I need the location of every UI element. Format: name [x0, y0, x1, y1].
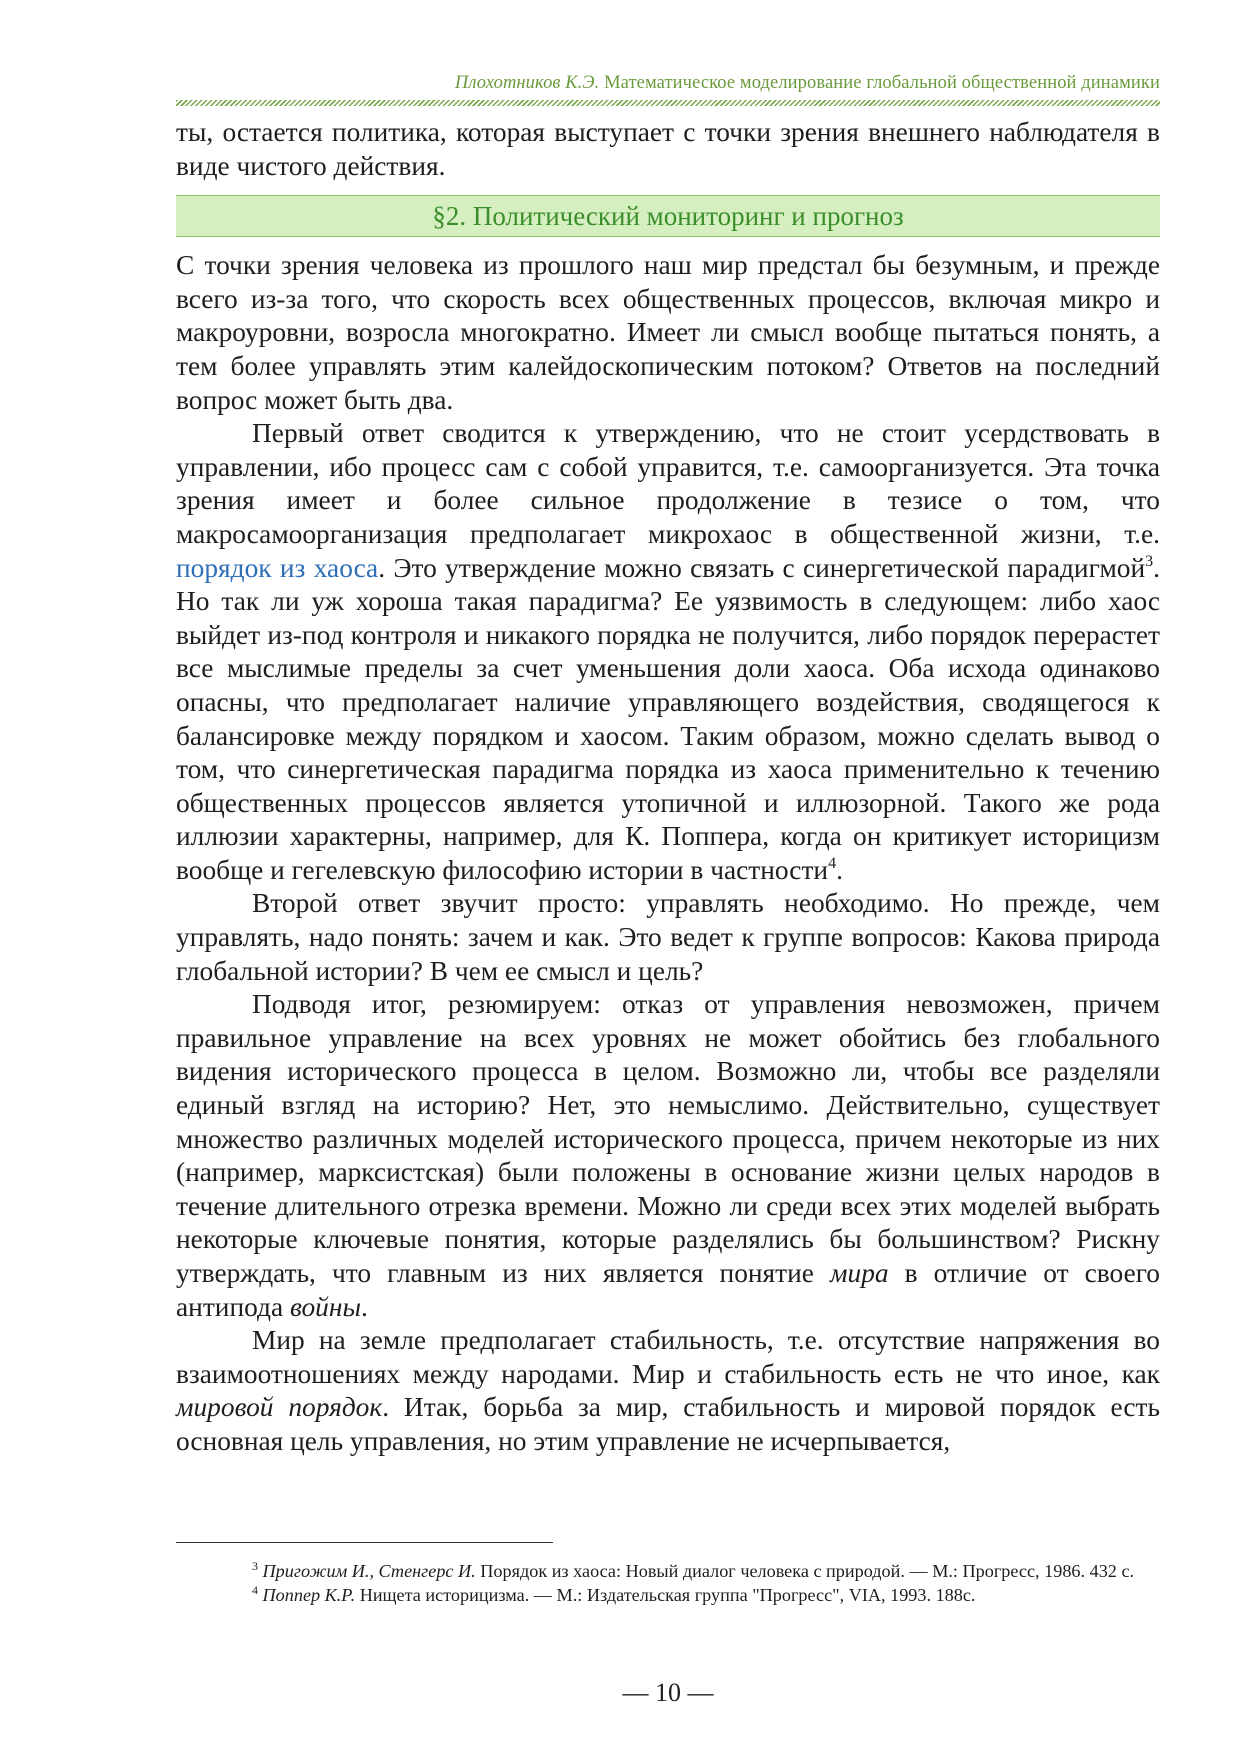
footnotes: [176, 1559, 1160, 1607]
paragraph-3: Второй ответ звучит просто: управлять необходимо. Но прежде, чем управлять, надо понять: зачем и как. Это ведет к группе вопросов: Какова природа глобальной истории? В чем ее смысл и цель?: [176, 888, 1160, 986]
footnote-separator: [176, 1542, 553, 1543]
footnote-4-authors: Поппер К.Р.: [262, 1585, 356, 1605]
header-rule: [176, 100, 1160, 106]
emphasis-world-order: мировой порядок: [176, 1392, 383, 1423]
paragraph-2-text-c: . Но так ли уж хороша такая парадигма? Ее уязвимость в следующем: либо хаос выйдет из-под контроля и никакого порядка не получится, либо порядок перерастет все мыслимые пределы за счет уменьшения доли хаоса. Оба исхода одинаково опасны, что предполагает наличие управляющего воздействия, сводящегося к балансировке между порядком и хаосом. Таким образом, можно сделать вывод о том, что синергетическая парадигма порядка из хаоса применительно к течению общественных процессов является утопичной и иллюзорной. Такого же рода иллюзии характерны, например, для К. Поппера, когда он критикует историцизм вообще и гегелевскую философию истории в частности: [176, 552, 1160, 885]
paragraph-4-text-a: Подводя итог, резюмируем: отказ от управления невозможен, причем правильное управление на всех уровнях не может обойтись без глобального видения исторического процесса в целом. Возможно ли, чтобы все разделяли единый взгляд на историю? Нет, это немыслимо. Действительно, существует множество различных моделей исторического процесса, причем некоторые из них (например, марксистская) были положены в основание жизни целых народов в течение длительного отрезка времени. Можно ли среди всех этих моделей выбрать некоторые ключевые понятия, которые разделялись бы большинством? Рискну утверждать, что главным из них является понятие: [176, 989, 1160, 1288]
paragraph-2-text-d: .: [836, 854, 843, 885]
section-heading: §2. Политический мониторинг и прогноз: [176, 195, 1160, 237]
paragraph-4-text-b: в отличие от своего антипода: [176, 1258, 1160, 1322]
footnote-4-number: 4: [252, 1583, 258, 1597]
running-header: [176, 70, 1160, 96]
paragraph-5-text-b: . Итак, борьба за мир, стабильность и мировой порядок есть основная цель управления, но этим управление не исчерпывается,: [176, 1392, 1160, 1456]
footnote-ref-3[interactable]: 3: [1145, 552, 1154, 570]
continuation-paragraph: ты, остается политика, которая выступает с точки зрения внешнего наблюдателя в виде чистого действия.: [176, 117, 1160, 181]
emphasis-peace: мира: [830, 1258, 889, 1288]
paragraph-4-text-c: .: [361, 1291, 368, 1322]
paragraph-2-text-b: . Это утверждение можно связать с синергетической парадигмой: [378, 552, 1146, 583]
footnote-ref-4[interactable]: 4: [828, 854, 837, 872]
footnote-4-text: Нищета историцизма. — М.: Издательская группа "Прогресс", VIA, 1993. 188с.: [355, 1585, 976, 1605]
footnote-4: [176, 1583, 1160, 1607]
footnote-3: [176, 1559, 1160, 1583]
header-author: Плохотников К.Э.: [454, 73, 600, 93]
paragraph-4: [176, 988, 1160, 1324]
header-title: Математическое моделирование глобальной общественной динамики: [604, 73, 1160, 93]
paragraph-5: [176, 1324, 1160, 1458]
paragraph-5-text-a: Мир на земле предполагает стабильность, т.е. отсутствие напряжения во взаимоотношениях между народами. Мир и стабильность есть не что иное, как: [176, 1325, 1160, 1389]
chaos-order-link[interactable]: порядок из хаоса: [176, 552, 379, 583]
footnote-3-text: Порядок из хаоса: Новый диалог человека с природой. — М.: Прогресс, 1986. 432 с.: [475, 1561, 1135, 1581]
footnote-3-number: 3: [252, 1559, 258, 1573]
paragraph-2: [176, 417, 1160, 887]
emphasis-war: войны: [289, 1291, 362, 1322]
page: [176, 70, 1160, 1710]
page-number: — 10 —: [622, 1678, 714, 1707]
footnote-3-authors: Пригожим И., Стенгерс И.: [262, 1561, 476, 1581]
paragraph-2-text-a: Первый ответ сводится к утверждению, что не стоит усердствовать в управлении, ибо процесс сам с собой управится, т.е. самоорганизуется. Эта точка зрения имеет и более сильное продолжение в тезисе о том, что макросамоорганизация предполагает микрохаос в общественной жизни, т.е.: [176, 418, 1160, 549]
paragraph-1: С точки зрения человека из прошлого наш мир предстал бы безумным, и прежде всего из-за того, что скорость всех общественных процессов, включая микро и макроуровни, возросла многократно. Имеет ли смысл вообще пытаться понять, а тем более управлять этим калейдоскопическим потоком? Ответов на последний вопрос может быть два.: [176, 250, 1160, 415]
